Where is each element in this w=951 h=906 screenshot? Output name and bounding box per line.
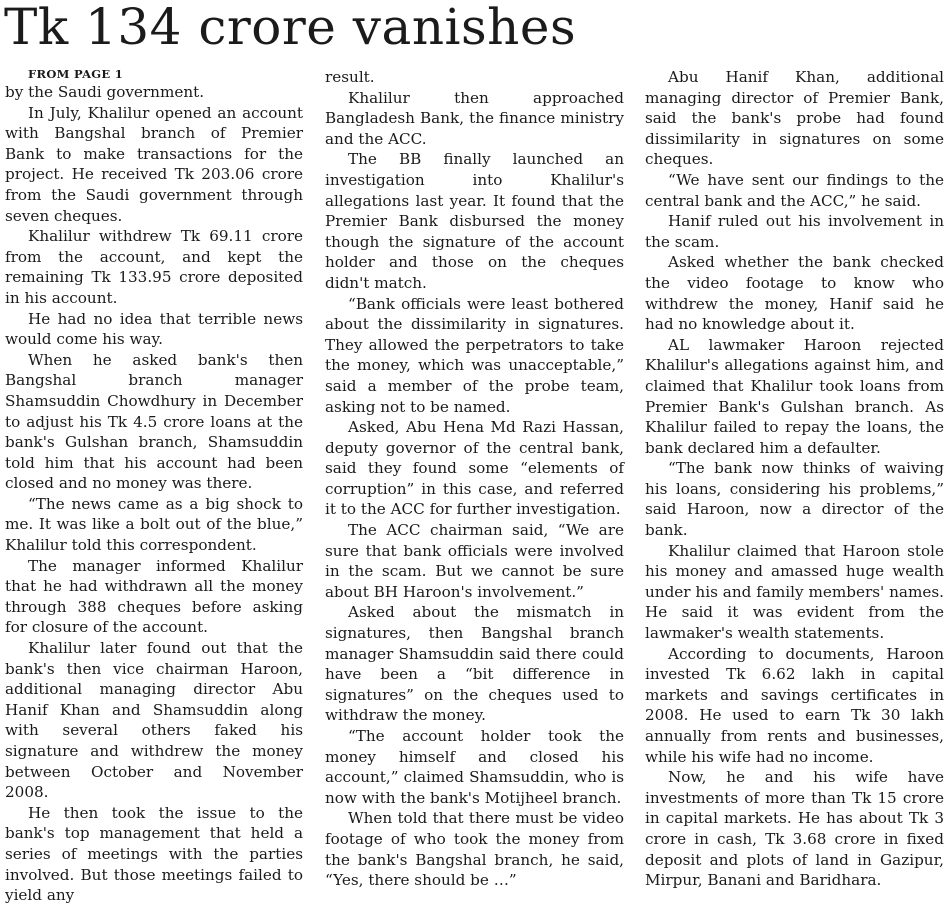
paragraph: Abu Hanif Khan, additional managing director of Premier Bank, said the bank's probe had found dissimilarity in signatures on some cheques. <box>645 68 944 169</box>
paragraph: Asked whether the bank checked the video footage to know who withdrew the money, Hanif said he had no knowledge about it. <box>645 253 944 334</box>
paragraph: Now, he and his wife have investments of more than Tk 15 crore in capital markets. He has about Tk 3 crore in cash, Tk 3.68 crore in fixed deposit and plots of land in Gazipur, Mirpur, Banani and Baridhara. <box>645 768 944 890</box>
paragraph: The ACC chairman said, “We are sure that bank officials were involved in the scam. But we cannot be sure about BH Haroon's involvement.” <box>325 521 624 601</box>
paragraph: “The bank now thinks of waiving his loans, considering his problems,” said Haroon, now a director of the bank. <box>645 459 944 540</box>
paragraph: “Bank officials were least bothered about the dissimilarity in signatures. They allowed the perpetrators to take the money, which was unacceptable,” said a member of the probe team, asking not to be named. <box>325 294 624 416</box>
headline: Tk 134 crore vanishes <box>4 0 577 56</box>
paragraph: According to documents, Haroon invested Tk 6.62 lakh in capital markets and savings certificates in 2008. He used to earn Tk 30 lakh annually from rents and businesses, while his wife had no income. <box>645 644 944 766</box>
paragraph: The BB finally launched an investigation into Khalilur's allegations last year. It found that the Premier Bank disbursed the money though the signature of the account holder and those on the cheques didn't match. <box>325 150 624 292</box>
paragraph: by the Saudi government. <box>5 83 205 101</box>
paragraph: Khalilur then approached Bangladesh Bank, the finance ministry and the ACC. <box>325 88 624 148</box>
paragraph: Khalilur claimed that Haroon stole his money and amassed huge wealth under his and family members' names. He said it was evident from the lawmaker's wealth statements. <box>645 541 944 643</box>
paragraph: Asked, Abu Hena Md Razi Hassan, deputy governor of the central bank, said they found some “elements of corruption” in this case, and referred it to the ACC for further investigation. <box>325 418 624 519</box>
article-column-2 <box>325 67 624 891</box>
paragraph: Asked about the mismatch in signatures, then Bangshal branch manager Shamsuddin said there could have been a “bit difference in signatures” on the cheques used to withdraw the money. <box>325 603 624 725</box>
paragraph: When he asked bank's then Bangshal branch manager Shamsuddin Chowdhury in December to adjust his Tk 4.5 crore loans at the bank's Gulshan branch, Shamsuddin told him that his account had been closed and no money was there. <box>5 350 303 493</box>
paragraph: When told that there must be video footage of who took the money from the bank's Bangshal branch, he said, “Yes, there should be …” <box>325 809 624 890</box>
paragraph: result. <box>325 68 375 86</box>
paragraph: Khalilur withdrew Tk 69.11 crore from the account, and kept the remaining Tk 133.95 crore deposited in his account. <box>5 227 303 307</box>
paragraph: “The news came as a big shock to me. It was like a bolt out of the blue,” Khalilur told this correspondent. <box>5 494 303 555</box>
continuation-kicker: FROM PAGE 1 <box>28 67 124 81</box>
paragraph: “The account holder took the money himself and closed his account,” claimed Shamsuddin, who is now with the bank's Motijheel branch. <box>325 727 624 807</box>
paragraph: AL lawmaker Haroon rejected Khalilur's allegations against him, and claimed that Khalilur took loans from Premier Bank's Gulshan branch. As Khalilur failed to repay the loans, the bank declared him a defaulter. <box>645 335 944 457</box>
paragraph: Khalilur later found out that the bank's then vice chairman Haroon, additional managing director Abu Hanif Khan and Shamsuddin along with several others faked his signature and withdrew the money between October and November 2008. <box>5 639 303 802</box>
paragraph: “We have sent our findings to the central bank and the ACC,” he said. <box>645 170 944 210</box>
paragraph: He had no idea that terrible news would come his way. <box>5 309 303 349</box>
article-column-1 <box>5 67 303 906</box>
paragraph: In July, Khalilur opened an account with Bangshal branch of Premier Bank to make transactions for the project. He received Tk 203.06 crore from the Saudi government through seven cheques. <box>5 103 303 225</box>
paragraph: He then took the issue to the bank's top management that held a series of meetings with the parties involved. But those meetings failed to yield any <box>5 803 303 905</box>
paragraph: The manager informed Khalilur that he had withdrawn all the money through 388 cheques before asking for closure of the account. <box>5 556 303 637</box>
article-column-3 <box>645 67 944 891</box>
paragraph: Hanif ruled out his involvement in the scam. <box>645 212 944 251</box>
